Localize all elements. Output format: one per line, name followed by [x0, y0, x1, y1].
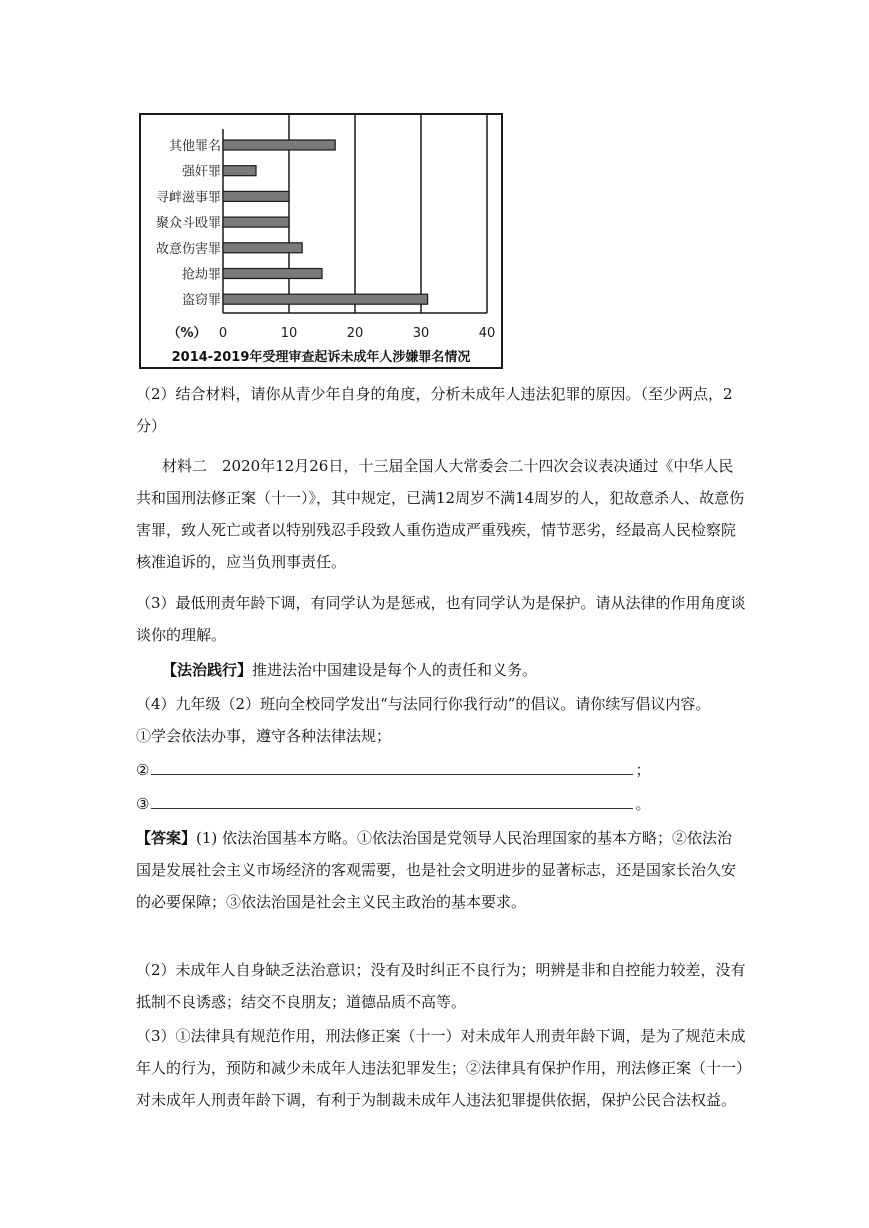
tick-label-10: 10	[280, 326, 298, 341]
bar-4	[223, 217, 289, 227]
practice-text: 推进法治中国建设是每个人的责任和义务。	[252, 661, 538, 679]
answer-1-text: (1) 依法治国基本方略。①依法治国是党领导人民治理国家的基本方略；②依法治国是发展社会主义市场经济的客观需要，也是社会文明进步的显著标志，还是国家长治久安的必要保障；③依法治国是社会主义民主政治的基本要求。	[136, 829, 737, 911]
tick-label-40: 40	[478, 326, 496, 341]
x-unit-label: （%）	[167, 326, 207, 341]
answer-3: （3）①法律具有规范作用，刑法修正案（十一）对未成年人刑责年龄下调，是为了规范未成年人的行为，预防和减少未成年人违法犯罪发生；②法律具有保护作用，刑法修正案（十一）对未成年人刑责年龄下调，有利于为制裁未成年人违法犯罪提供依据，保护公民合法权益。	[136, 1027, 746, 1109]
question-2: （2）结合材料，请你从青少年自身的角度，分析未成年人违法犯罪的原因。（至少两点，2分）	[136, 385, 733, 435]
proposal-item-1: ①学会依法办事，遵守各种法律法规；	[136, 727, 392, 745]
item-3-end: 。	[635, 795, 651, 813]
category-label-5: 故意伤害罪	[155, 241, 221, 257]
chart-caption: 2014-2019年受理审查起诉未成年人涉嫌罪名情况	[171, 350, 471, 365]
answer-2: （2）未成年人自身缺乏法治意识；没有及时纠正不良行为；明辨是非和自控能力较差，没有抵制不良诱惑；结交不良朋友；道德品质不高等。	[136, 961, 746, 1011]
answer-1	[136, 822, 746, 918]
bar-2	[223, 166, 256, 176]
item-3-marker: ③	[136, 795, 150, 813]
item-2-blank[interactable]	[151, 756, 633, 775]
item-3-blank[interactable]	[151, 790, 633, 809]
practice-tag: 【法治践行】	[162, 661, 253, 679]
bar-6	[223, 269, 322, 279]
crime-chart	[139, 113, 503, 369]
category-label-4: 聚众斗殴罪	[155, 216, 221, 232]
answer-tag: 【答案】	[136, 829, 197, 847]
category-label-3: 寻衅滋事罪	[155, 190, 221, 206]
item-2-end: ；	[635, 761, 651, 779]
bar-3	[223, 191, 289, 201]
proposal-item-2	[136, 754, 650, 786]
category-label-2: 强奸罪	[181, 164, 221, 180]
category-label-7: 盗窃罪	[181, 293, 221, 309]
bar-chart-svg	[141, 115, 501, 367]
category-label-1: 其他罪名	[168, 139, 221, 154]
question-3: （3）最低刑责年龄下调，有同学认为是惩戒，也有同学认为是保护。请从法律的作用角度谈谈你的理解。	[136, 594, 746, 644]
material-2: 材料二 2020年12月26日，十三届全国人大常委会二十四次会议表决通过《中华人民共和国刑法修正案（十一）》，其中规定，已满12周岁不满14周岁的人，犯故意杀人、故意伤害罪，致人死亡或者以特别残忍手段致人重伤造成严重残疾，情节恶劣，经最高人民检察院核准追诉的，应当负刑事责任。	[136, 457, 745, 571]
category-label-6: 抢劫罪	[181, 267, 221, 283]
tick-label-0: 0	[218, 326, 228, 341]
proposal-item-3	[136, 788, 650, 820]
bar-1	[223, 140, 335, 150]
bar-7	[223, 294, 428, 304]
bar-5	[223, 243, 302, 253]
tick-label-20: 20	[346, 326, 364, 341]
question-4: （4）九年级（2）班向全校同学发出“与法同行你我行动”的倡议。请你续写倡议内容。	[136, 695, 711, 713]
tick-label-30: 30	[412, 326, 430, 341]
practice-section	[136, 654, 746, 686]
item-2-marker: ②	[136, 761, 150, 779]
